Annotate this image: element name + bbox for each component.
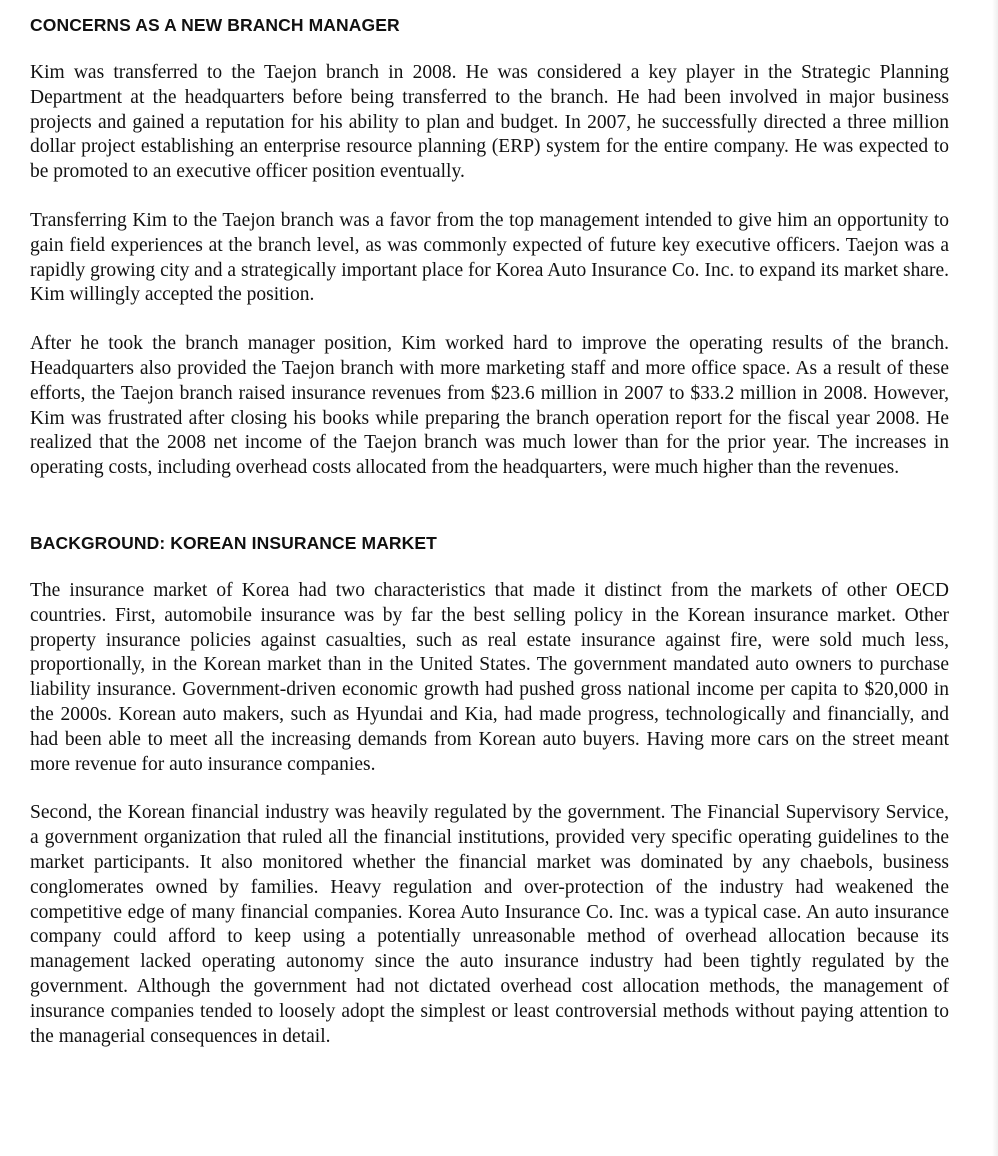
page-edge-shadow [992, 0, 998, 1156]
paragraph-taejon-favor: Transferring Kim to the Taejon branch was a favor from the top management intended to give him an opportunity to gain field experiences at the branch level, as was commonly expected of future key executive officers. Taejon was a rapidly growing city and a strategically important place for Korea Auto Insurance Co. Inc. to expand its market share. Kim willingly accepted the position. [30, 209, 949, 306]
section-heading-concerns: CONCERNS AS A NEW BRANCH MANAGER [30, 15, 400, 35]
paragraph-market-characteristics: The insurance market of Korea had two characteristics that made it distinct from the markets of other OECD countries. First, automobile insurance was by far the best selling policy in the Korean insurance market. Other property insurance policies against casualties, such as real estate insurance against fire, were sold much less, proportionally, in the Korean market than in the United States. The government mandated auto owners to purchase liability insurance. Government-driven economic growth had pushed gross national income per capita to $20,000 in the 2000s. Korean auto makers, such as Hyundai and Kia, had made progress, technologically and financially, and had been able to meet all the increasing demands from Korean auto buyers. Having more cars on the street meant more revenue for auto insurance companies. [30, 579, 949, 775]
document-page [30, 12, 949, 1049]
section-heading-background: BACKGROUND: KOREAN INSURANCE MARKET [30, 532, 437, 553]
paragraph-kim-transfer: Kim was transferred to the Taejon branch in 2008. He was considered a key player in the Strategic Planning Department at the headquarters before being transferred to the branch. He had been involved in major business projects and gained a reputation for his ability to plan and budget. In 2007, he successfully directed a three million dollar project establishing an enterprise resource planning (ERP) system for the entire company. He was expected to be promoted to an executive officer position eventually. [30, 62, 949, 183]
paragraph-operating-results: After he took the branch manager position, Kim worked hard to improve the operating results of the branch. Headquarters also provided the Taejon branch with more marketing staff and more office space. As a result of these efforts, the Taejon branch raised insurance revenues from $23.6 million in 2007 to $33.2 million in 2008. However, Kim was frustrated after closing his books while preparing the branch operation report for the fiscal year 2008. He realized that the 2008 net income of the Taejon branch was much lower than for the prior year. The increases in operating costs, including overhead costs allocated from the headquarters, were much higher than the revenues. [30, 333, 949, 479]
paragraph-regulation: Second, the Korean financial industry was heavily regulated by the government. The Financial Supervisory Service, a government organization that ruled all the financial institutions, provided very specific operating guidelines to the market participants. It also monitored whether the financial market was dominated by any chaebols, business conglomerates owned by families. Heavy regulation and over-protection of the industry had weakened the competitive edge of many financial companies. Korea Auto Insurance Co. Inc. was a typical case. An auto insurance company could afford to keep using a potentially unreasonable method of overhead allocation because its management lacked operating autonomy since the auto insurance industry had been tightly regulated by the government. Although the government had not dictated overhead cost allocation methods, the management of insurance companies tended to loosely adopt the simplest or least controversial methods without paying attention to the managerial consequences in detail. [30, 802, 949, 1047]
